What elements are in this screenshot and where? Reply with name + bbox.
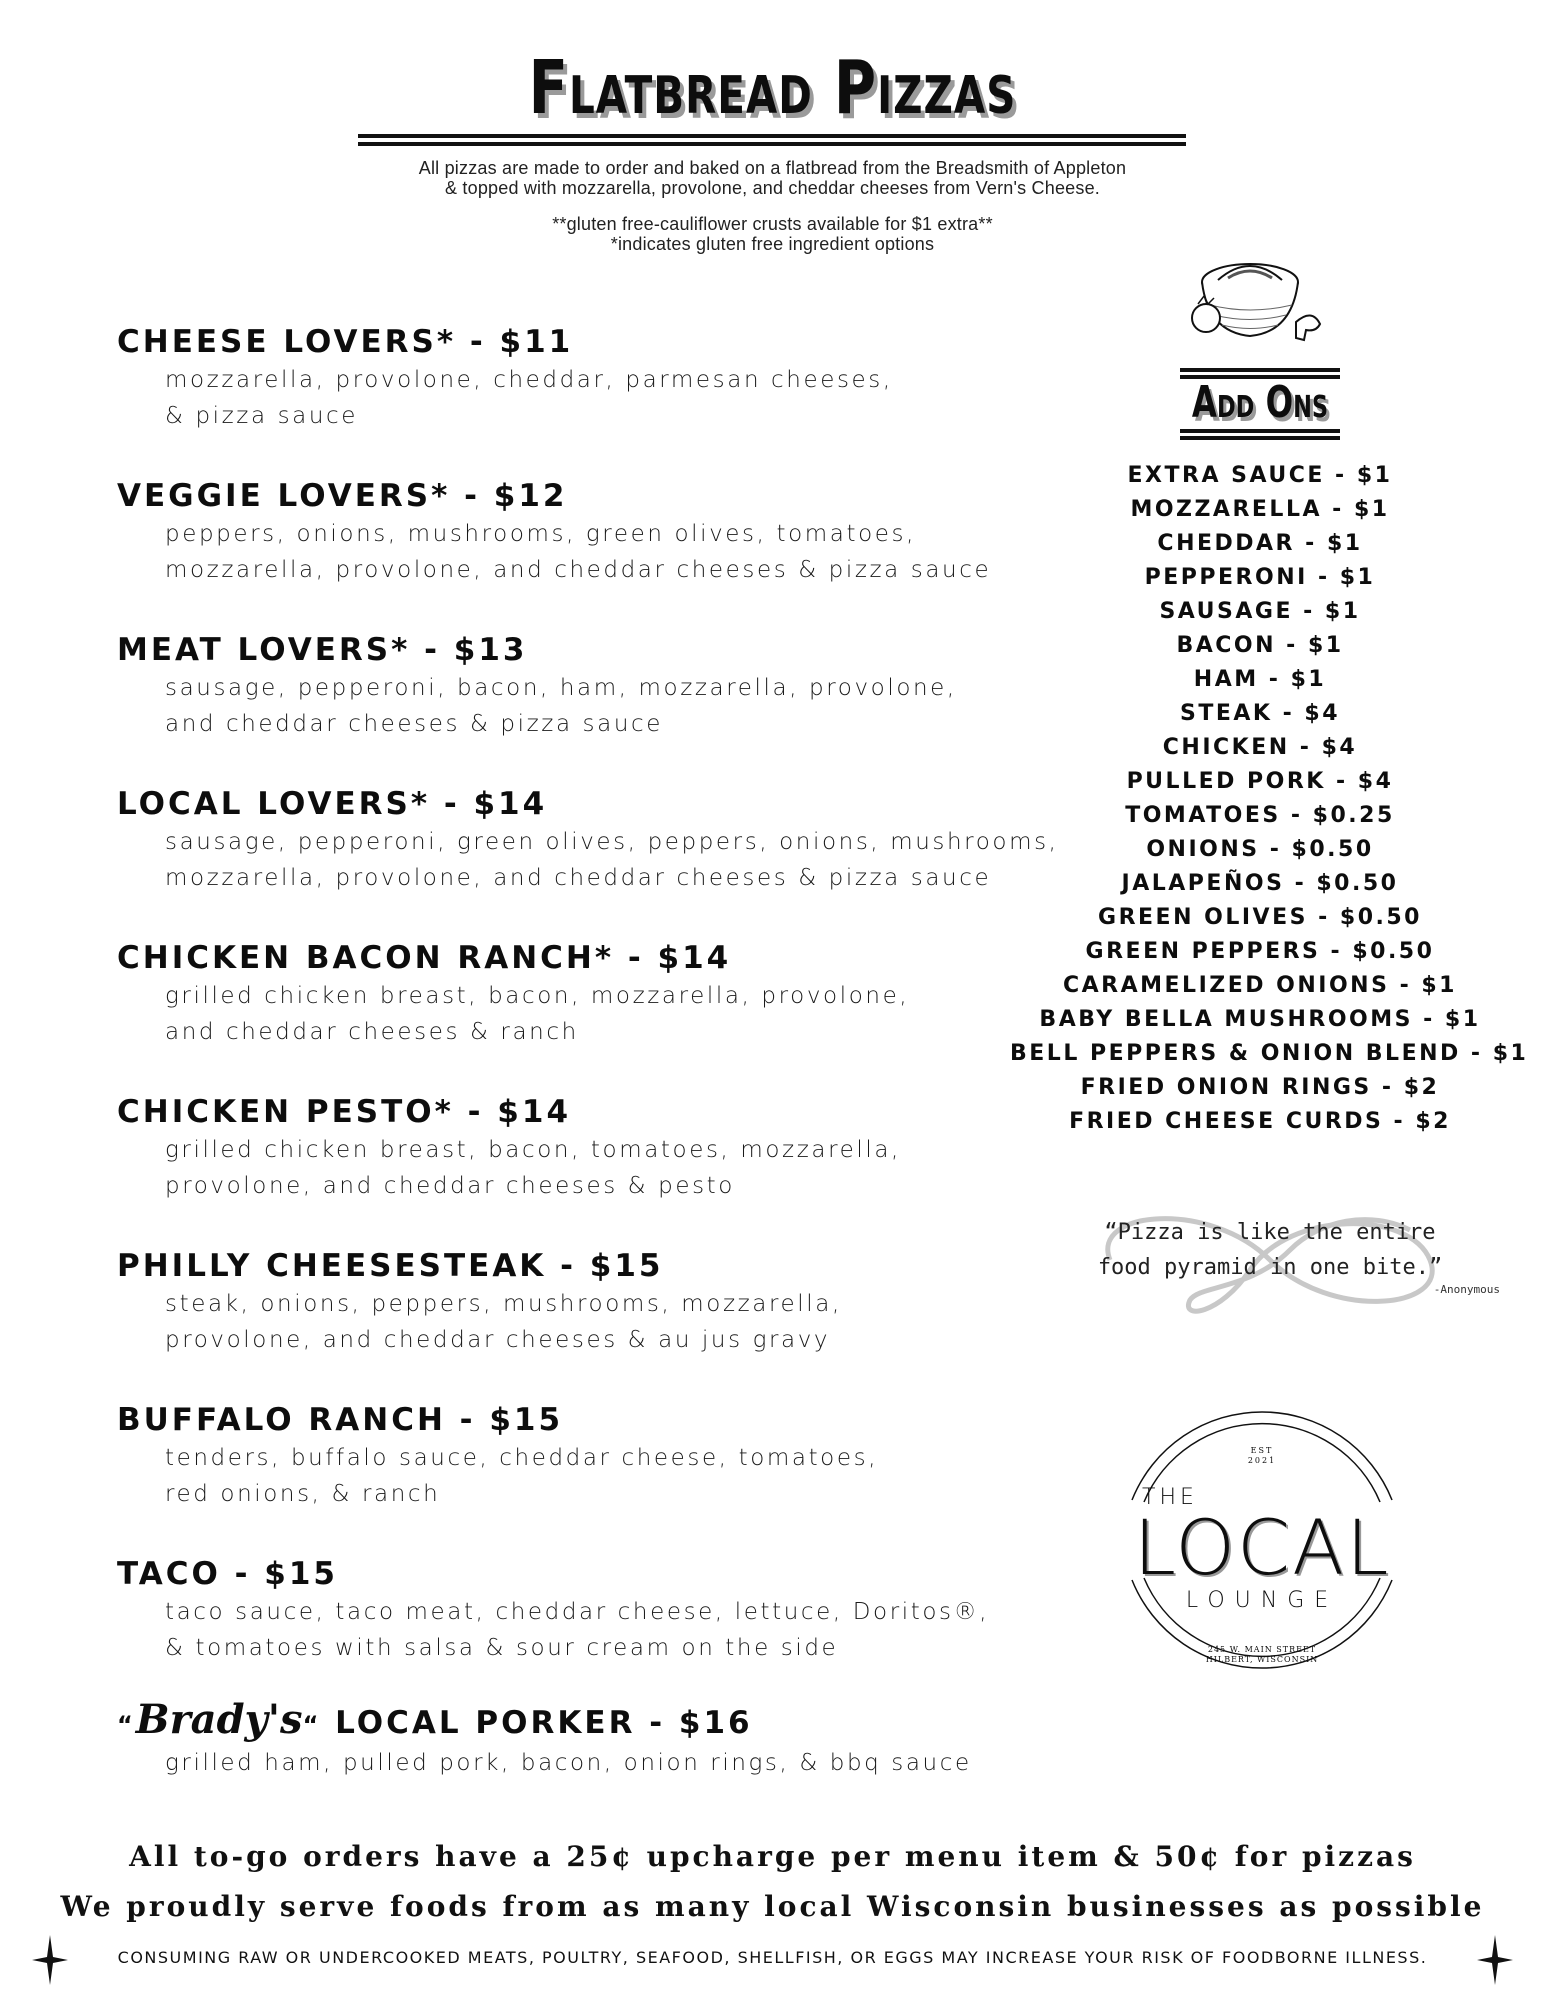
local-lounge-logo: [1092, 1390, 1432, 1690]
addon-item: BELL PEPPERS & ONION BLEND - $1: [1010, 1041, 1529, 1066]
togo-upcharge-note: All to-go orders have a 25¢ upcharge per menu item & 50¢ for pizzas: [129, 1840, 1416, 1873]
addon-item: GREEN PEPPERS - $0.50: [1085, 939, 1435, 964]
menu-item-special: [117, 1696, 1107, 1854]
logo-year: 2021: [1247, 1456, 1277, 1465]
menu-title: Flatbread Pizzas: [528, 46, 1017, 132]
title-divider-bottom: [358, 142, 1186, 146]
menu-item: [117, 1400, 1107, 1554]
menu-item: [117, 322, 1107, 476]
title-divider-top: [358, 134, 1186, 138]
addon-item: STEAK - $4: [1179, 701, 1341, 726]
addon-item: BACON - $1: [1176, 633, 1344, 658]
sauce-bowl-icon: [1188, 260, 1328, 345]
menu-item-desc: steak, onions, peppers, mushrooms, mozzarella,: [165, 1291, 842, 1317]
logo-lounge: LOUNGE: [1185, 1588, 1339, 1613]
logo-address-1: 245 W. MAIN STREET: [1207, 1645, 1317, 1654]
addon-item: CARAMELIZED ONIONS - $1: [1063, 973, 1457, 998]
local-sourcing-note: We proudly serve foods from as many local Wisconsin businesses as possible: [60, 1890, 1485, 1923]
menu-item-desc: grilled chicken breast, bacon, tomatoes, mozzarella,: [165, 1137, 901, 1163]
intro-line-1: All pizzas are made to order and baked on a flatbread from the Breadsmith of Appleton: [418, 158, 1127, 178]
logo-the: THE: [1142, 1485, 1198, 1510]
menu-item-title: BUFFALO RANCH - $15: [117, 1402, 564, 1438]
menu-item-desc: grilled ham, pulled pork, bacon, onion rings, & bbq sauce: [165, 1750, 972, 1776]
menu-item-desc: and cheddar cheeses & pizza sauce: [165, 711, 664, 737]
addons-list: [1010, 459, 1529, 1139]
menu-item-desc: & pizza sauce: [165, 403, 359, 429]
logo-address-2: HILBERT, WISCONSIN: [1205, 1655, 1319, 1664]
menu-item-title: CHICKEN BACON RANCH* - $14: [117, 940, 732, 976]
menu-item: [117, 1092, 1107, 1246]
addon-item: CHEDDAR - $1: [1157, 531, 1363, 556]
quote-text: [1020, 1215, 1520, 1285]
menu-item-desc: provolone, and cheddar cheeses & au jus gravy: [165, 1327, 831, 1353]
menu-item-title: VEGGIE LOVERS* - $12: [117, 478, 568, 514]
menu-item-title: TACO - $15: [117, 1556, 338, 1592]
addon-item: HAM - $1: [1193, 667, 1327, 692]
addon-item: PULLED PORK - $4: [1126, 769, 1394, 794]
menu-item-desc: red onions, & ranch: [165, 1481, 441, 1507]
logo-est: EST: [1250, 1446, 1274, 1455]
menu-item-desc: sausage, pepperoni, green olives, peppers, onions, mushrooms,: [165, 829, 1059, 855]
special-name: LOCAL PORKER - $16: [335, 1705, 753, 1741]
addon-item: ONIONS - $0.50: [1146, 837, 1374, 862]
intro-line-2: & topped with mozzarella, provolone, and cheddar cheeses from Vern's Cheese.: [445, 178, 1100, 198]
addons-header: [1180, 368, 1340, 440]
quote-line-1: “Pizza is like the entire: [1104, 1220, 1436, 1245]
addon-item: FRIED CHEESE CURDS - $2: [1069, 1109, 1451, 1134]
addon-item: GREEN OLIVES - $0.50: [1098, 905, 1422, 930]
menu-item: [117, 476, 1107, 630]
food-safety-disclaimer: CONSUMING RAW OR UNDERCOOKED MEATS, POULTRY, SEAFOOD, SHELLFISH, OR EGGS MAY INCREASE YOUR RISK OF FOODBORNE ILLNESS.: [117, 1948, 1428, 1967]
addons-divider-bottom-2: [1180, 436, 1340, 440]
menu-item-desc: peppers, onions, mushrooms, green olives, tomatoes,: [165, 521, 916, 547]
addon-item: CHICKEN - $4: [1162, 735, 1358, 760]
menu-item-desc: provolone, and cheddar cheeses & pesto: [165, 1173, 735, 1199]
menu-item-title: CHICKEN PESTO* - $14: [117, 1094, 572, 1130]
addon-item: SAUSAGE - $1: [1159, 599, 1361, 624]
menu-item: [117, 1246, 1107, 1400]
menu-item-desc: grilled chicken breast, bacon, mozzarella, provolone,: [165, 983, 910, 1009]
addons-title: Add Ons: [1191, 378, 1329, 428]
quote-line-2: food pyramid in one bite.”: [1097, 1255, 1443, 1280]
brady-script: Brady's: [135, 1696, 303, 1743]
menu-item-desc: and cheddar cheeses & ranch: [165, 1019, 579, 1045]
menu-item: [117, 784, 1107, 938]
menu-item-desc: sausage, pepperoni, bacon, ham, mozzarella, provolone,: [165, 675, 957, 701]
menu-item-desc: mozzarella, provolone, cheddar, parmesan cheeses,: [165, 367, 893, 393]
close-quote: “: [302, 1711, 322, 1739]
menu-item-title: LOCAL LOVERS* - $14: [117, 786, 548, 822]
menu-item-title: CHEESE LOVERS* - $11: [117, 324, 574, 360]
addon-item: JALAPEÑOS - $0.50: [1121, 871, 1399, 896]
gluten-note-2: *indicates gluten free ingredient options: [610, 234, 935, 254]
menu-item-desc: & tomatoes with salsa & sour cream on the side: [165, 1635, 839, 1661]
sparkle-star-icon: [1475, 1935, 1515, 1985]
menu-item-desc: mozzarella, provolone, and cheddar cheeses & pizza sauce: [165, 865, 992, 891]
menu-item-desc: mozzarella, provolone, and cheddar cheeses & pizza sauce: [165, 557, 992, 583]
addon-item: PEPPERONI - $1: [1144, 565, 1376, 590]
menu-item-desc: tenders, buffalo sauce, cheddar cheese, tomatoes,: [165, 1445, 879, 1471]
addon-item: TOMATOES - $0.25: [1125, 803, 1395, 828]
logo-local: LOCAL: [1133, 1503, 1391, 1592]
addon-item: BABY BELLA MUSHROOMS - $1: [1039, 1007, 1481, 1032]
menu-item: [117, 938, 1107, 1092]
addon-item: EXTRA SAUCE - $1: [1127, 463, 1393, 488]
gluten-note-1: **gluten free-cauliflower crusts available for $1 extra**: [552, 214, 993, 234]
open-quote: “: [117, 1711, 136, 1739]
menu-item-title: [117, 1696, 1107, 1745]
pizza-list: [117, 322, 1107, 1854]
menu-item-title: PHILLY CHEESESTEAK - $15: [117, 1248, 664, 1284]
menu-item: [117, 630, 1107, 784]
menu-item-title: MEAT LOVERS* - $13: [117, 632, 528, 668]
addon-item: MOZZARELLA - $1: [1130, 497, 1390, 522]
addon-item: FRIED ONION RINGS - $2: [1080, 1075, 1440, 1100]
menu-item: [117, 1554, 1107, 1700]
menu-item-desc: taco sauce, taco meat, cheddar cheese, lettuce, Doritos®,: [165, 1599, 990, 1625]
quote-attribution: -Anonymous: [1433, 1283, 1500, 1296]
